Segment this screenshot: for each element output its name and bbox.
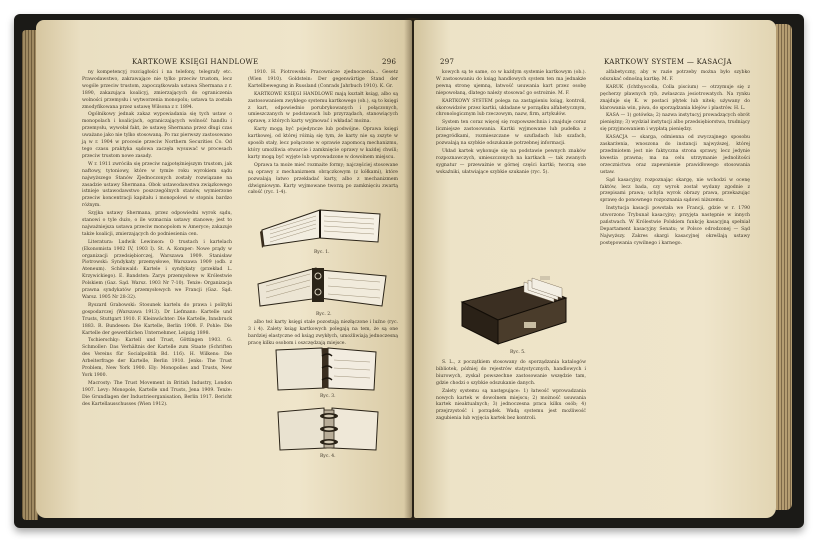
left-page-column-1 [82, 70, 232, 518]
right-col1-paragraph: KARTKOWY SYSTEM polega na zastąpieniu ksiąg, kontroli, skorowidzów przez kartki, układane w porządku alfabetycznym, chronologicznym lub rzeczowym, nazw, firm, artykułów. [436, 98, 586, 118]
left-col1-paragraph: W r. 1911 zwróciła się przeciw najpotężniejszym trustom, jak naftowy, tytoniowy, które w tymże roku wyrokiem sądu najwyższego Stanów Zjednoczonych zostały rozwiązane na zasadzie ustawy Shermana. Obok ustawodawstwa związkowego istnieje ustawodawstwo poszczególnych stanów, wymierzone przeciw koncentracji kapitału i monopolowi w stopniu bardzo różnym. [82, 161, 232, 209]
right-page-column-2 [600, 70, 750, 510]
figure-5-card-index-box [454, 272, 574, 346]
right-col1-paragraph: Układ kartek wykonuje się na podstawie pewnych znaków rozpoznawczych, umieszczonych na kartkach — tak zwanych sygnatur — przeważnie w górnej części kartki; tworzą one wskaźniki, ułatwiające szybkie szukanie (ryc. 5). [436, 148, 586, 175]
right-col2-paragraph: Sąd kasacyjny, rozpoznając skargę, nie wchodzi w ocenę faktów, lecz bada, czy wyrok został wydany zgodnie z przepisami prawa; uchyla wyrok obrazy prawa, przekazując sprawę do ponownego rozpoznania sądowi niższemu. [600, 177, 750, 204]
figure-4-ring-mechanism [274, 404, 384, 452]
left-col1-paragraph: Szyjka ustawy Shermana, przez odpowiedni wyrok sądu, stanowi o tyle dużo, o ile wzmacnia ustawy stanowe; jest to najważniejsza ustawa przeciw monopolom w Ameryce; zakazuje także koalicji, zmierzających do podniesienia cen. [82, 211, 232, 237]
left-col1-paragraph: Tschierschky: Kartell und Trust, Göttingen 1903. G. Schmoller: Das Verhältnis der Kartelle zum Staate (Schriften des Vereins für Socialpolitik Bd. 116). H. Wilkens: Die Arbeiterfrage der Kartelle, Berlin 1910. Jenks: The Trust Problem, New York 1900. Ely: Monopolies and Trusts, New York 1900. [82, 338, 232, 378]
left-col2-bottom-paragraph: albo też karty księgi stale pozostają niezłączone i luźno (ryc. 3 i 4). Zalety ksiąg kartkowych polegają na tem, że są one bardziej elastyczne od ksiąg zwykłych, umożliwiają jednoczesną pracę kilku osobom i oszczędzają miejsce. [248, 320, 398, 346]
right-col2-paragraph: KASA — 1) gotówka; 2) nazwa instytucyj prowadzących obrót pieniężny; 3) wydział instytucji albo przedsiębiorstwa, trudniący się przyjmowaniem i wypłatą pieniędzy. [600, 113, 751, 133]
right-page-number: 297 [440, 58, 455, 66]
right-col2-paragraph: alfabetyczny, aby w razie potrzeby można było szybko odszukać odnośną kartkę. M. F. [600, 70, 750, 82]
left-page-header-title: KARTKOWE KSIĘGI HANDLOWE [132, 58, 259, 66]
figure-3-caption: Ryc. 3. [320, 394, 336, 399]
right-col1-paragraph: System ten coraz więcej się rozpowszechnia i znajduje coraz liczniejsze zastosowania. Kartki wyjmowane lub pudełka z przegródkami, rozmieszczane w szufladach lub szafach, pozwalają na szybkie odszukanie potrzebnej informacji. [436, 120, 586, 147]
left-col2-paragraph: Karty mogą być pojedyncze lub podwójne. Oprawa księgi kartkowej, od której różnią się tym, że karty nie są zszyte w sposób stały, lecz połączone w oprawie zapomocą mechanizmu, który umożliwia otwarcie i zamknięcie oprawy w każdej chwili; karty mogą być wyjęte lub wprowadzone w dowolnem miejscu. [248, 127, 398, 160]
figure-4-caption: Ryc. 4. [320, 454, 336, 459]
figure-1-caption: Ryc. 1. [314, 250, 330, 255]
left-col1-paragraph: Ogólnikowy jednak zakaz wypowiadania się tych ustaw o monopolach i koalicjach, ograniczających wolność handlu i przemysłu, wywołał fakt, że ustawę Shermana przez długi czas uważano jako nie tylko stosowaną. Po raz pierwszy zastosowano ją w r. 1904 w procesie przeciw Northern Securities Co. Od tego czasu praktyka sądowa zaczęła wysuwać w procesach przeciw trustom nowe zasady. [82, 112, 232, 159]
right-col1-bottom-paragraph: S. L., z początkiem stosowany do sporządzania katalogów bibliotek, później do rejestrów statystycznych, handlowych i biurowych, zyskał powszechne zastosowanie wszędzie tam, gdzie chodzi o szybkie odszukanie danych. [436, 360, 586, 386]
left-page [36, 20, 412, 518]
figure-2-caption: Ryc. 2. [316, 312, 332, 317]
right-col1-paragraph: kowych są te same, co w każdym systemie kartkowym (ob.). W zastosowaniu do ksiąg handlowych system ten ma jednakże pewną stronę ujemną, łatwość usuwania kart przez osobę niepowołaną, dlatego należy stosować go ostrożnie. M. F. [436, 70, 586, 96]
figure-2-ring-ledger [254, 262, 390, 310]
figure-1-open-ledger [256, 200, 386, 248]
left-col1-paragraph: Macrosty: The Trust Movement in British Industry, London 1907. Levy: Monopole, Kartelle und Trusts, Jena 1909. Tenże: Die Grundlagen der Industrieorganisation, Berlin 1917. Bericht des Kartellausschusses (Wien 1912). [82, 380, 232, 407]
left-col2-paragraph: KARTKOWE KSIĘGI HANDLOWE mają kształt ksiąg, albo są zastosowaniem zwykłego systemu kartkowego (ob.), są to księgi z kart, odpowiednio porubrykowanych i połączonych, umieszczanych w podstawach lub przyrządach, stanowiących oprawę, z których karty wyjmować i wkładać można. [248, 91, 398, 125]
right-page-column-1-bottom [436, 360, 586, 510]
left-col1-paragraph: Ryszard Grabowski: Stosunek kartelu do prawa i polityki gospodarczej (Warszawa 1913). Dr Liefmann: Kartelle und Trusts, Stuttgart 1910. F. Kleinwächter: Die Kartelle, Innsbruck 1883. R. Bundesen: Die Kartelle, Berlin 1908. F. Pohle: Die Kartelle der gewerblichen Unternehmer, Leipzig 1898. [82, 302, 232, 336]
left-col1-paragraph: Literatura: Ludwik Lewinson: O trustach i kartelach (Ekonomista 1902 IV, 1903 I). St. A. Komper: Nowe prądy w organizacji przedsiębiorczej, Warszawa 1909. Stanisław Piotrowski: Syndykaty przemysłowe, Warszawa 1909 (odb. z Ateneum). Schönwald: Kartele i syndykaty (przekład L. Krzywickiego). E. Bandsten: Zarys przemysłowe w Królestwie Polskiem (Gaz. Sąd. Warsz. 1903 Nr 7-10). Tenże: Organizacja prawna syndykatów przemysłowych we Francji (Gaz. Sąd. Warsz. 1905 Nr 28-32). [82, 239, 232, 300]
right-col2-paragraph: KASACJA — skarga, odmienna od zwyczajnego sposobu zaskarżenia, wnoszona do instancji najwyższej, której przedmiotem jest nie faktyczna strona sprawy, lecz jedynie kwestia prawna; ma na celu utrzymanie jednolitości orzecznictwa oraz zapewnienie prawidłowego stosowania ustaw. [600, 135, 750, 175]
left-page-column-2-top [248, 70, 398, 200]
right-col2-paragraph: Instytucja kasacji powstała we Francji, gdzie w r. 1790 utworzono Trybunał kasacyjny; przyjęta następnie w innych państwach. W Królestwie Polskiem funkcję kasacyjną spełniał Departament kasacyjny Senatu; w Polsce odrodzonej — Sąd Najwyższy. Zakres skargi kasacyjnej określają ustawy postępowania cywilnego i karnego. [600, 206, 750, 246]
right-page [414, 20, 776, 518]
figure-5-caption: Ryc. 5. [510, 350, 526, 355]
right-col1-bottom-paragraph: Zalety systemu są następujące: 1) łatwość wprowadzania nowych kartek w dowolnem miejscu; 2) możność usuwania kartek nieaktualnych; 3) jednoczesna praca kilku osób; 4) przejrzystość i porządek. Wadą systemu jest możliwość zagubienia lub wyjęcia kartek bez kontroli. [436, 388, 586, 422]
left-col2-paragraph: 1910. H. Piotrowski: Pracownicze zjednoczenia... Gesetz (Wien 1910). Goldstein: Der gegenwärtige Stand der Kartellbewegung in Russland (Conrads Jahrbuch 1910). K. Gr. [248, 70, 398, 89]
left-page-column-2-bottom [248, 320, 398, 346]
left-col2-paragraph: Oprawa ta może mieć rozmaite formy; najczęściej stosowane są oprawy z mechanizmem obrączkowym (z kółkami), które pozwalają łatwo przekładać karty, albo z mechanizmem dźwigniowym. Karty wyjmowane tworzą po zamknięciu zwartą całość (ryc. 1-4). [248, 162, 398, 196]
figure-3-binder [272, 346, 382, 392]
left-col1-paragraph: ny kompetencyj rozciągłości i na telefony, telegrafy etc. Prawodawstwo, zakrawające nie tylko przeciw trustom, lecz wogóle przeciw trustom, zapoczątkowała ustawa Shermana z r. 1890, zakazująca koalicyj, zmierzających do ograniczenia wolności przemysłu i wytworzenia monopolu; ustawa ta została zmodyfikowana przez ustawę Wilsona z r. 1894. [82, 70, 232, 110]
right-col2-paragraph: KARUK (Ichthyocolla, Colla piscium) — otrzymuje się z pęcherzy pławnych ryb, zwłaszcza jesiotrowatych. Na rynku znajduje się K. w postaci płytek lub nitek; używany do klarowania win, piwa, do sporządzania klejów i plastrów. H. L. [600, 84, 750, 111]
right-page-column-1-top [436, 70, 586, 270]
left-page-number: 296 [382, 58, 397, 66]
right-page-header-title: KARTKOWY SYSTEM — KASACJA [604, 58, 732, 66]
